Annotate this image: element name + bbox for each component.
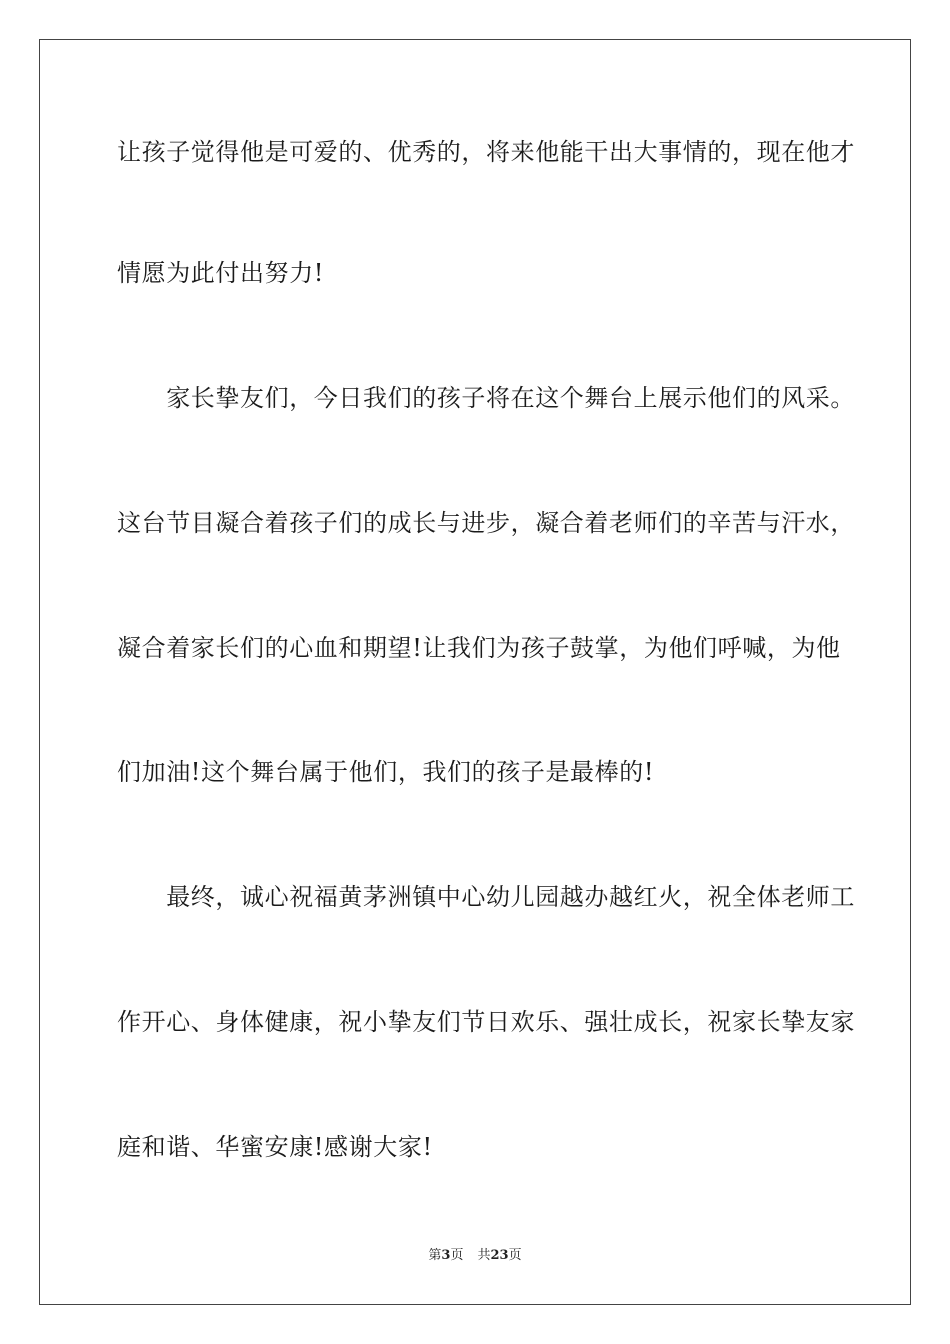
text-line-3: 家长挚友们，今日我们的孩子将在这个舞台上展示他们的风采。: [117, 384, 855, 412]
page-suffix: 页: [450, 1248, 464, 1263]
page-footer: [0, 1247, 950, 1265]
text-line-2: 情愿为此付出努力!: [117, 259, 325, 287]
text-line-1: 让孩子觉得他是可爱的、优秀的，将来他能干出大事情的，现在他才: [117, 138, 855, 166]
total-suffix: 页: [508, 1248, 522, 1263]
total-prefix: 共: [477, 1248, 491, 1263]
text-line-8: 作开心、身体健康，祝小挚友们节日欢乐、强壮成长，祝家长挚友家: [117, 1008, 855, 1036]
text-line-4: 这台节目凝合着孩子们的成长与进步，凝合着老师们的辛苦与汗水，: [117, 509, 855, 537]
page-prefix: 第: [428, 1248, 442, 1263]
total-pages: 23: [490, 1248, 509, 1263]
text-line-9: 庭和谐、华蜜安康!感谢大家!: [117, 1133, 433, 1161]
text-line-5: 凝合着家长们的心血和期望!让我们为孩子鼓掌，为他们呼喊，为他: [117, 634, 841, 662]
page-number: 3: [441, 1248, 451, 1263]
page-border: [39, 39, 911, 1305]
text-line-6: 们加油!这个舞台属于他们，我们的孩子是最棒的!: [117, 758, 655, 786]
text-line-7: 最终，诚心祝福黄茅洲镇中心幼儿园越办越红火，祝全体老师工: [117, 883, 855, 911]
